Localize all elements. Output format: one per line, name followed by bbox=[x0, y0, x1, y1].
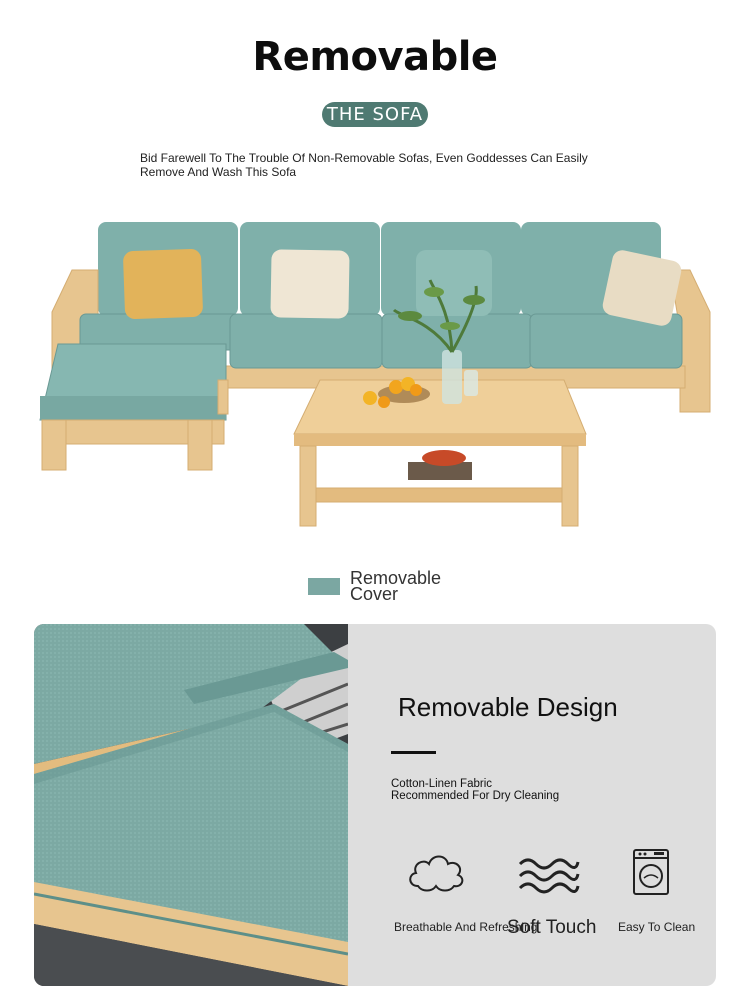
feature-label-soft-touch: Soft Touch bbox=[507, 917, 597, 938]
feature-label-easy-clean: Easy To Clean bbox=[618, 920, 696, 934]
page-title: Removable bbox=[252, 34, 498, 80]
legend-line-1: Removable bbox=[350, 568, 442, 588]
title-divider bbox=[391, 751, 436, 754]
sofa-badge: THE SOFA bbox=[322, 102, 428, 127]
detail-panel bbox=[34, 624, 716, 986]
sofa-image bbox=[30, 200, 730, 540]
feature-label-breathable: Breathable And Refreshing bbox=[394, 920, 538, 934]
detail-title: Removable Design bbox=[398, 692, 618, 722]
detail-subtitle bbox=[391, 778, 691, 802]
intro-line-2: Remove And Wash This Sofa bbox=[140, 165, 297, 179]
detail-sub-line-2: Recommended For Dry Cleaning bbox=[391, 790, 560, 802]
cloud-icon bbox=[404, 846, 468, 896]
waves-icon bbox=[516, 852, 580, 902]
washing-machine-icon bbox=[620, 848, 684, 898]
legend-swatch bbox=[308, 578, 340, 595]
cushion-closeup-image bbox=[34, 624, 348, 986]
legend-line-2: Cover bbox=[350, 584, 399, 604]
detail-sub-line-1: Cotton-Linen Fabric bbox=[391, 778, 492, 790]
intro-line-1: Bid Farewell To The Trouble Of Non-Removable Sofas, Even Goddesses Can Easily bbox=[140, 151, 588, 165]
chaise-ottoman bbox=[40, 344, 228, 470]
legend-label bbox=[350, 570, 500, 602]
intro-text bbox=[140, 151, 610, 179]
